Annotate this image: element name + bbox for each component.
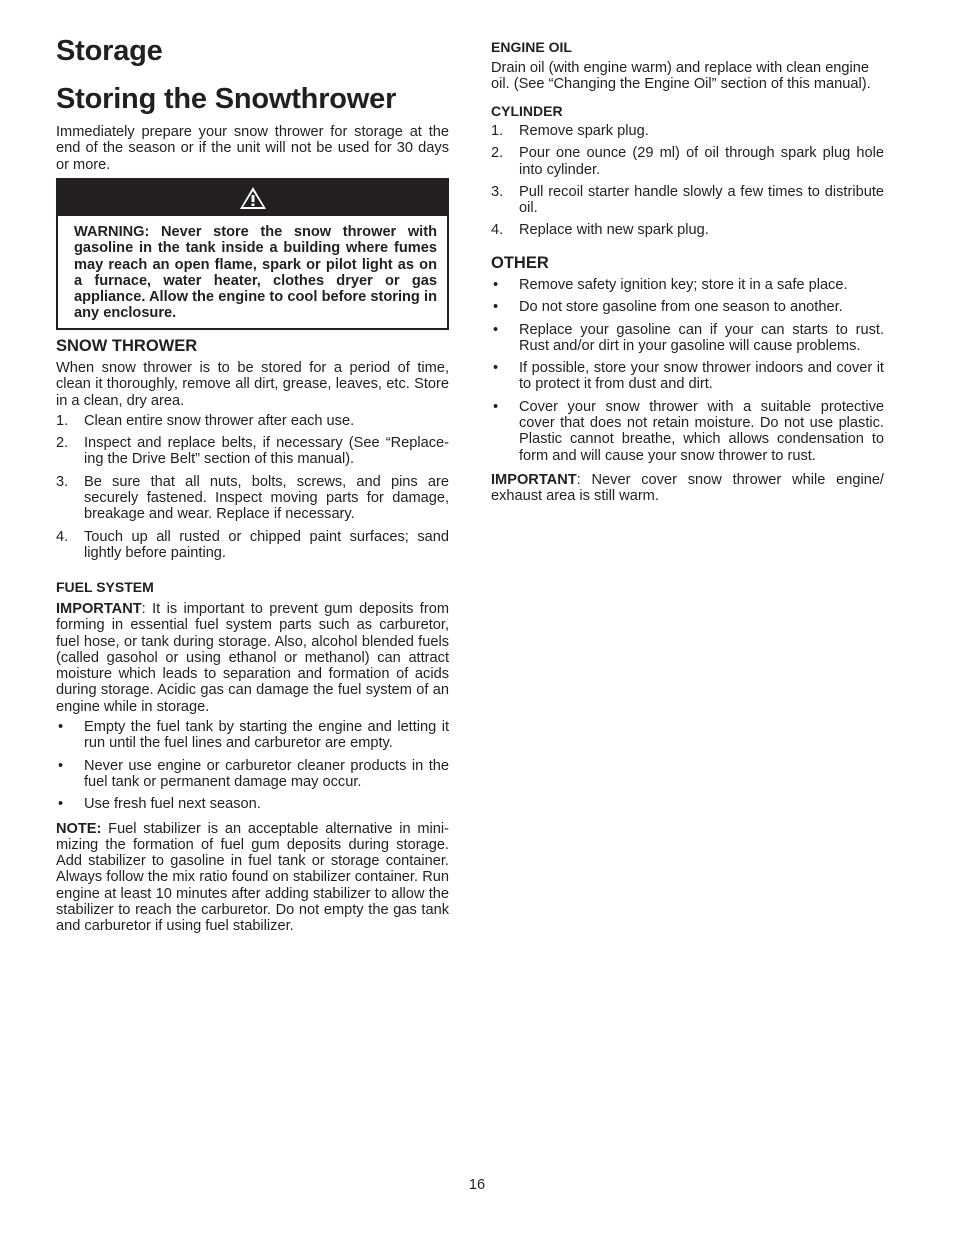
other-bullets bbox=[491, 277, 884, 464]
list-item: 3. Pull recoil starter handle slowly a few times to distribute oil. bbox=[491, 183, 884, 217]
list-item: • Use fresh fuel next season. bbox=[58, 796, 261, 813]
fuel-system-section bbox=[56, 579, 449, 935]
list-item: • Never use engine or carburetor cleaner products in the fuel tank or permanent damage may occur. bbox=[58, 757, 449, 790]
engine-oil-heading: ENGINE OIL bbox=[491, 39, 572, 55]
engine-oil-text: Drain oil (with engine warm) and replace with clean engine oil. (See “Changing the Engine Oil” section of this manual). bbox=[491, 60, 871, 93]
snow-thrower-intro: When snow thrower is to be stored for a period of time, clean it thoroughly, remove all dirt, grease, leaves, etc. Store in a clean, dry area. bbox=[56, 360, 449, 409]
list-item: 3. Be sure that all nuts, bolts, screws, and pins are securely fastened. Inspect moving parts for damage, breakage and wear. Replace if necessary. bbox=[56, 473, 449, 523]
warning-triangle-icon bbox=[239, 186, 267, 210]
fuel-system-heading: FUEL SYSTEM bbox=[56, 579, 154, 595]
page-title: Storage bbox=[56, 35, 163, 67]
section-title: Storing the Snowthrower bbox=[56, 83, 397, 115]
list-item: 4. Touch up all rusted or chipped paint surfaces; sand lightly before painting. bbox=[56, 528, 449, 561]
cylinder-section bbox=[491, 103, 884, 245]
fuel-system-note: NOTE: Fuel stabilizer is an acceptable alternative in mini-mizing the formation of fuel gum deposits during storage. Add stabilizer to gasoline in fuel tank or storage container. Always follow the mix ratio found on stabilizer container. Run engine at least 10 minutes after adding stabilizer to allow the stabilizer to reach the carburetor. Do not empty the gas tank and carburetor if using fuel stabilizer. bbox=[56, 820, 449, 935]
list-item: • Do not store gasoline from one season to another. bbox=[493, 299, 843, 316]
list-item: 2. Inspect and replace belts, if necessary (See “Replace-ing the Drive Belt” section of this manual). bbox=[56, 435, 449, 468]
fuel-system-important: IMPORTANT: It is important to prevent gum deposits from forming in essential fuel system parts such as carburetor, fuel hose, or tank during storage. Also, alcohol blended fuels (called gasohol or using ethanol or methanol) can attract moisture which leads to separation and formation of acids during storage. Acidic gas can damage the fuel system of an engine while in storage. bbox=[56, 601, 449, 715]
other-heading: OTHER bbox=[491, 254, 549, 272]
snow-thrower-section bbox=[56, 337, 449, 567]
warning-text: WARNING: Never store the snow thrower with gasoline in the tank inside a building where fumes may reach an open flame, spark or pilot light as on a furnace, water heater, clothes dryer or gas appliance. Allow the engine to cool before storing in any enclosure. bbox=[74, 224, 437, 322]
list-item: • Remove safety ignition key; store it in a safe place. bbox=[493, 277, 848, 293]
list-item: 2. Pour one ounce (29 ml) of oil through spark plug hole into cylinder. bbox=[491, 145, 884, 178]
snow-thrower-heading: SNOW THROWER bbox=[56, 337, 198, 355]
list-item: 4. Replace with new spark plug. bbox=[491, 222, 709, 239]
list-item: • Cover your snow thrower with a suitable protective cover that does not retain moisture. Do not use plastic. Plastic cannot breathe, which allows condensation to form and will cause your snow thrower to rust. bbox=[493, 398, 884, 464]
list-item: • If possible, store your snow thrower indoors and cover it to protect it from dust and dirt. bbox=[493, 360, 884, 393]
list-item: • Empty the fuel tank by starting the engine and letting it run until the fuel lines and carburetor are empty. bbox=[58, 719, 449, 752]
snow-thrower-steps bbox=[56, 413, 449, 561]
engine-oil-section bbox=[491, 39, 884, 93]
list-item: 1. Remove spark plug. bbox=[491, 123, 649, 139]
warning-header-bar bbox=[58, 180, 447, 216]
fuel-system-bullets bbox=[56, 719, 449, 812]
list-item: • Replace your gasoline can if your can starts to rust. Rust and/or dirt in your gasoline will cause problems. bbox=[493, 321, 884, 354]
other-important: IMPORTANT: Never cover snow thrower while engine/ exhaust area is still warm. bbox=[491, 471, 884, 505]
cylinder-heading: CYLINDER bbox=[491, 103, 563, 119]
list-item: 1. Clean entire snow thrower after each use. bbox=[56, 412, 355, 429]
cylinder-steps bbox=[491, 123, 884, 239]
intro-paragraph: Immediately prepare your snow thrower for storage at the end of the season or if the unit will not be used for 30 days or more. bbox=[56, 124, 449, 173]
warning-box bbox=[56, 178, 449, 330]
page-number: 16 bbox=[468, 1177, 486, 1193]
other-section bbox=[491, 254, 884, 505]
